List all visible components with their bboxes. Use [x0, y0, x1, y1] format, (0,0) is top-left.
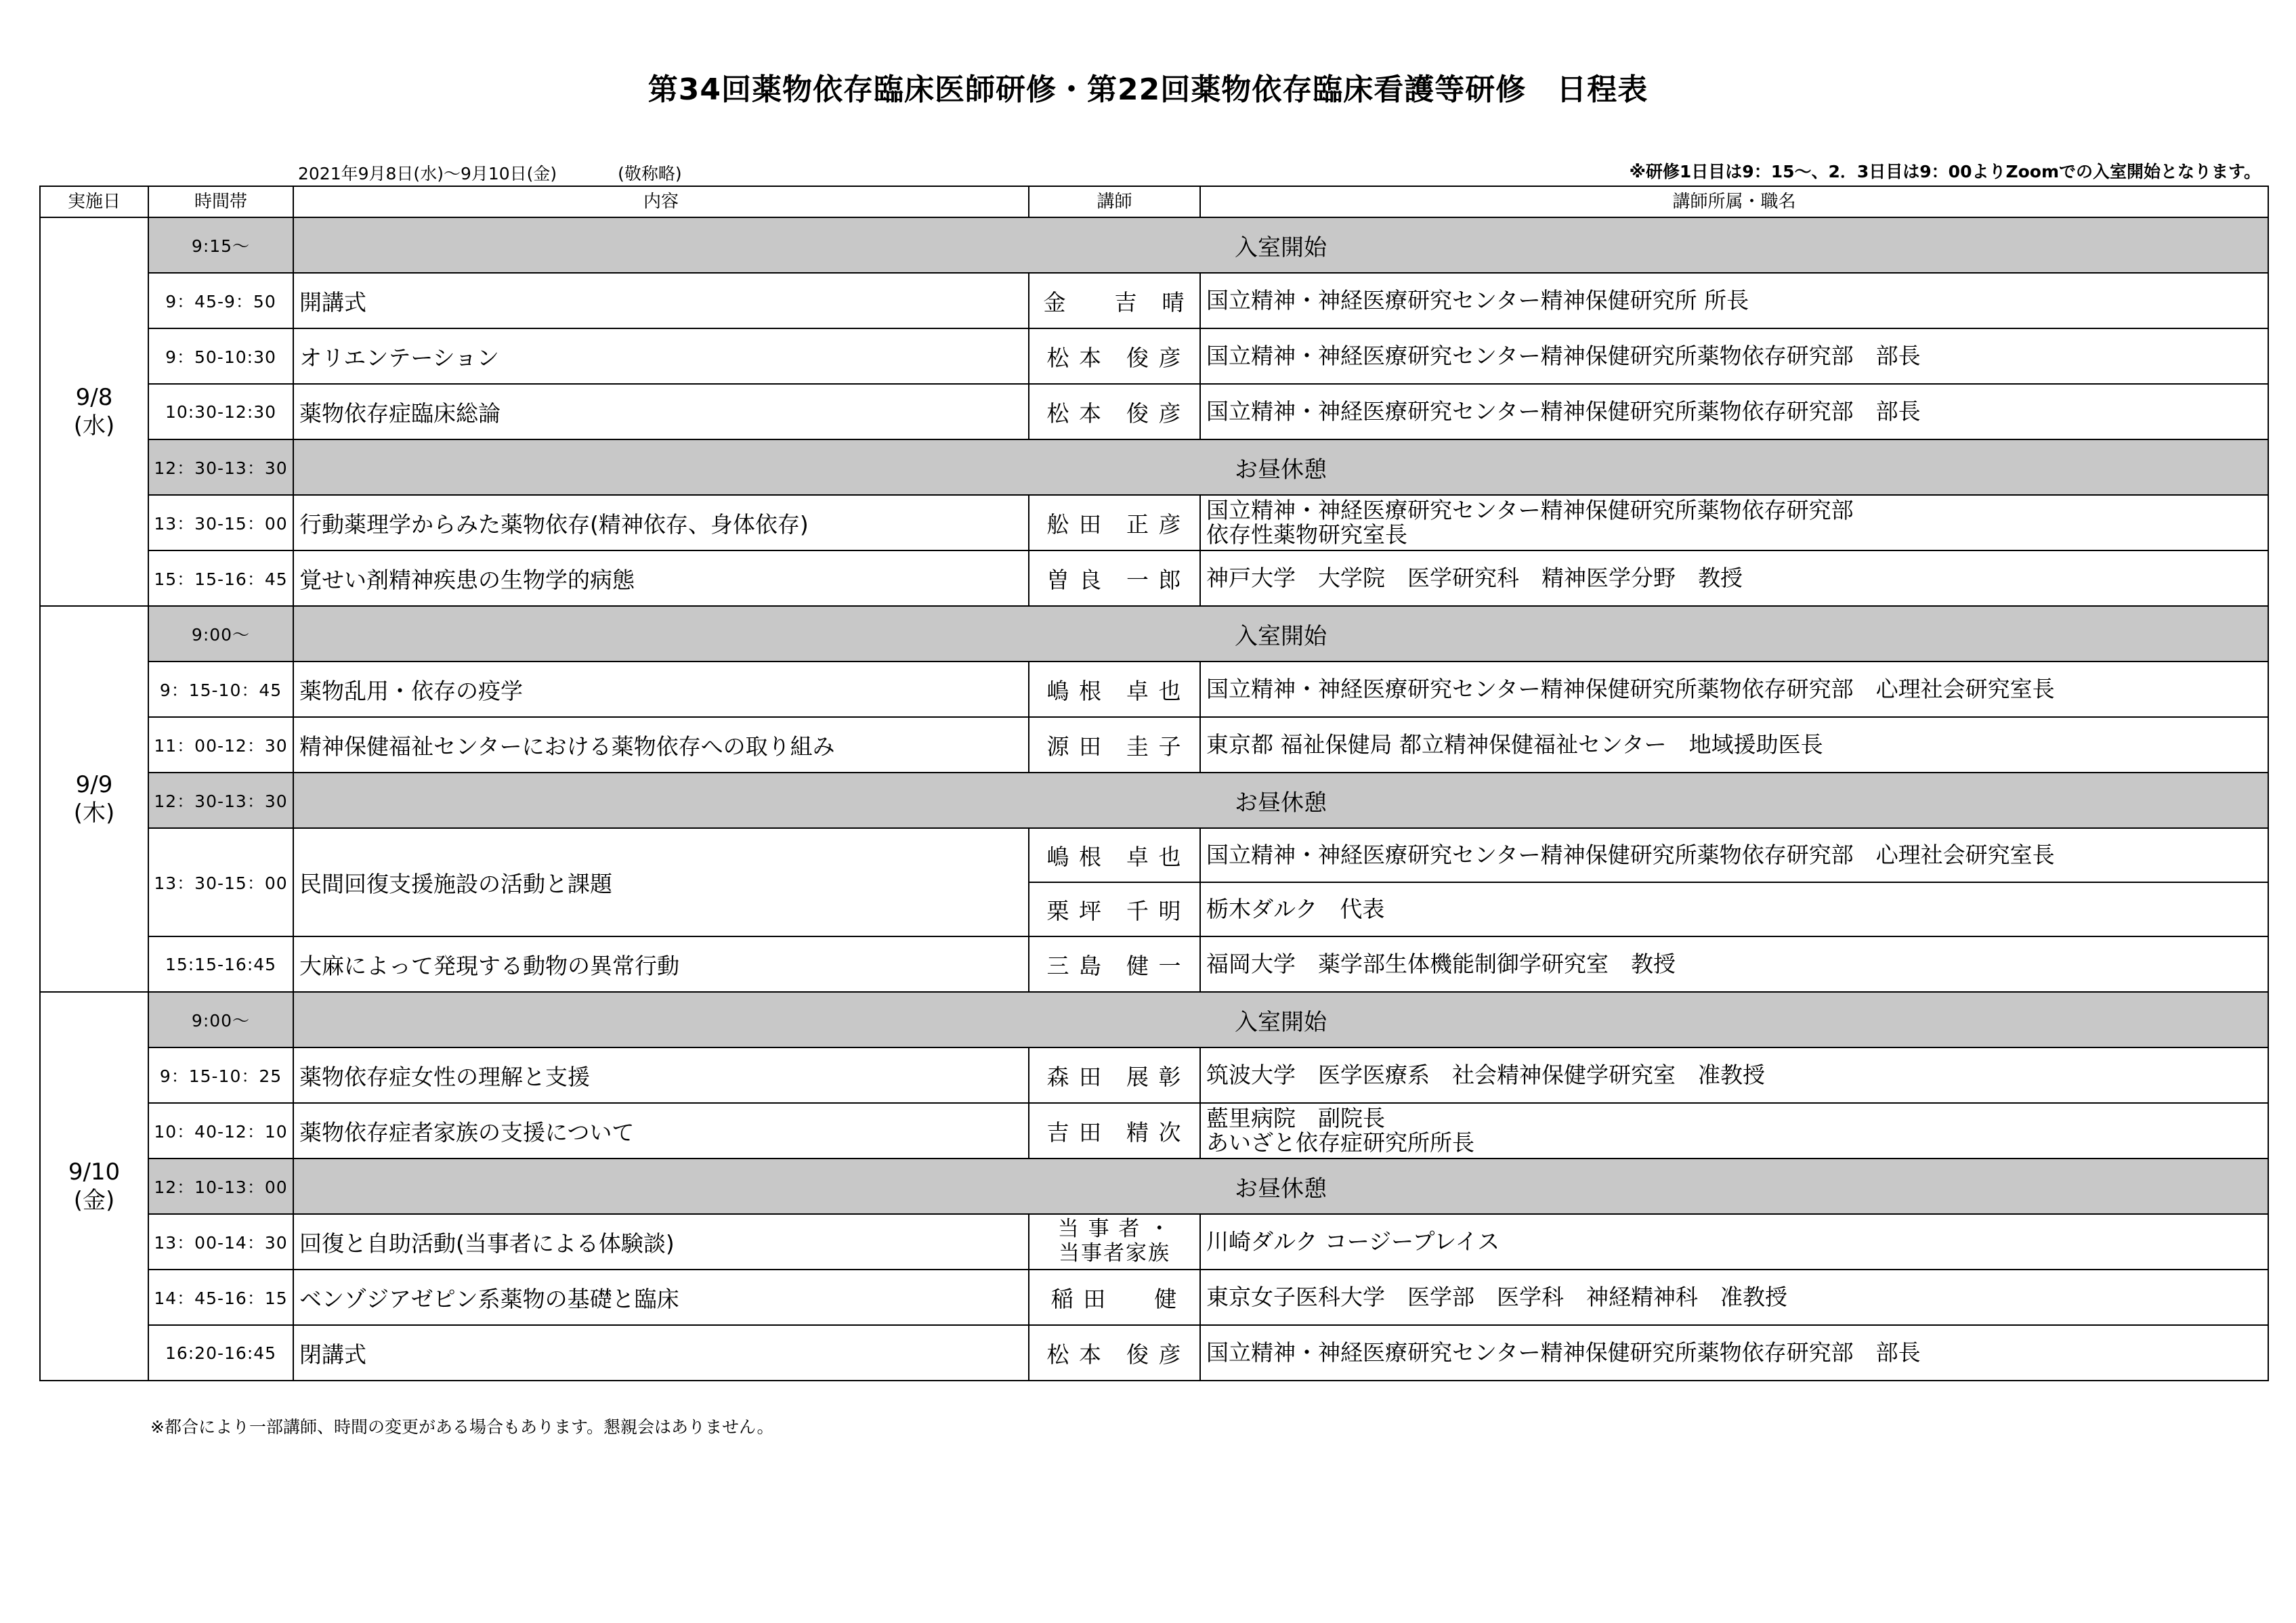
lecturer-cell: 森 田 展 彰: [1029, 1047, 1200, 1103]
lecturer-line: 当事者家族: [1059, 1241, 1170, 1265]
time-cell: 16:20-16:45: [148, 1325, 293, 1381]
lecturer-cell: 栗 坪 千 明: [1029, 882, 1200, 936]
time-cell: 15:15-16:45: [148, 936, 293, 992]
time-cell: 9：45-9：50: [148, 273, 293, 328]
header-row: [40, 186, 2268, 217]
time-cell: 9：50-10:30: [148, 328, 293, 384]
day-date: 9/9: [75, 771, 113, 798]
affiliation-cell: 川崎ダルク コージープレイス: [1200, 1214, 2268, 1270]
table-row: [40, 1103, 2268, 1159]
table-row: [40, 662, 2268, 717]
affiliation-cell: 神戸大学 大学院 医学研究科 精神医学分野 教授: [1200, 550, 2268, 606]
content-cell: 薬物依存症者家族の支援について: [293, 1103, 1029, 1159]
lecturer-cell: 曽 良 一 郎: [1029, 550, 1200, 606]
content-cell: 行動薬理学からみた薬物依存(精神依存、身体依存): [293, 495, 1029, 550]
entry-start-label: 入室開始: [293, 217, 2268, 273]
affiliation-cell: 東京都 福祉保健局 都立精神保健福祉センター 地域援助医長: [1200, 717, 2268, 773]
table-row: [40, 1270, 2268, 1325]
day-date: 9/8: [75, 383, 113, 411]
day-cell: [40, 606, 148, 992]
time-cell: 11：00-12：30: [148, 717, 293, 773]
schedule-table: [39, 186, 2269, 1381]
table-row: [40, 550, 2268, 606]
honorific-note: (敬称略): [618, 164, 682, 183]
table-row: [40, 717, 2268, 773]
affiliation-line: 藍里病院 副院長: [1206, 1104, 1385, 1131]
time-cell: 9：15-10：45: [148, 662, 293, 717]
table-row: [40, 273, 2268, 328]
table-row: [40, 439, 2268, 495]
content-cell: 開講式: [293, 273, 1029, 328]
table-row: [40, 606, 2268, 662]
time-cell: 14：45-16：15: [148, 1270, 293, 1325]
day-date: 9/10: [68, 1158, 121, 1186]
table-row: [40, 936, 2268, 992]
content-cell: ベンゾジアゼピン系薬物の基礎と臨床: [293, 1270, 1029, 1325]
date-range-line: [298, 160, 682, 185]
time-cell: 13：30-15：00: [148, 828, 293, 936]
time-cell: 15：15-16：45: [148, 550, 293, 606]
day-cell: [40, 217, 148, 606]
time-cell: 9:15～: [148, 217, 293, 273]
day-weekday: (水): [73, 412, 115, 439]
lunch-break-label: お昼休憩: [293, 1159, 2268, 1214]
footnote: ※都合により一部講師、時間の変更がある場合もあります。懇親会はありません。: [150, 1417, 774, 1437]
table-row: [40, 217, 2268, 273]
table-row: [40, 992, 2268, 1047]
lecturer-cell: 金 吉 晴: [1029, 273, 1200, 328]
time-cell: 9:00～: [148, 606, 293, 662]
table-row: [40, 328, 2268, 384]
page-title: 第34回薬物依存臨床医師研修・第22回薬物依存臨床看護等研修 日程表: [647, 72, 1649, 107]
time-cell: 13：30-15：00: [148, 495, 293, 550]
date-range: 2021年9月8日(水)～9月10日(金): [298, 164, 557, 183]
table-row: [40, 384, 2268, 439]
header-lecturer: 講師: [1029, 186, 1200, 217]
time-cell: 10:30-12:30: [148, 384, 293, 439]
time-cell: 13：00-14：30: [148, 1214, 293, 1270]
time-cell: 9:00～: [148, 992, 293, 1047]
day-weekday: (金): [73, 1187, 115, 1214]
table-row: [40, 828, 2268, 882]
affiliation-cell: 国立精神・神経医療研究センター精神保健研究所薬物依存研究部 心理社会研究室長: [1200, 662, 2268, 717]
lecturer-cell: [1029, 1214, 1200, 1270]
table-row: [40, 1214, 2268, 1270]
content-cell: 精神保健福祉センターにおける薬物依存への取り組み: [293, 717, 1029, 773]
lecturer-cell: 嶋 根 卓 也: [1029, 662, 1200, 717]
affiliation-cell: [1200, 1103, 2268, 1159]
table-row: [40, 1047, 2268, 1103]
time-cell: 9：15-10：25: [148, 1047, 293, 1103]
content-cell: 大麻によって発現する動物の異常行動: [293, 936, 1029, 992]
affiliation-line: 依存性薬物研究室長: [1206, 521, 1407, 548]
content-cell: 薬物乱用・依存の疫学: [293, 662, 1029, 717]
content-cell: オリエンテーション: [293, 328, 1029, 384]
content-cell: 民間回復支援施設の活動と課題: [293, 828, 1029, 936]
lecturer-cell: 松 本 俊 彦: [1029, 1325, 1200, 1381]
lecturer-line: 当 事 者 ・: [1057, 1217, 1172, 1242]
affiliation-cell: 国立精神・神経医療研究センター精神保健研究所薬物依存研究部 部長: [1200, 1325, 2268, 1381]
day-weekday: (木): [73, 800, 115, 827]
affiliation-cell: 筑波大学 医学医療系 社会精神保健学研究室 准教授: [1200, 1047, 2268, 1103]
table-row: [40, 1159, 2268, 1214]
content-cell: 覚せい剤精神疾患の生物学的病態: [293, 550, 1029, 606]
affiliation-cell: 福岡大学 薬学部生体機能制御学研究室 教授: [1200, 936, 2268, 992]
table-row: [40, 1325, 2268, 1381]
zoom-note: ※研修1日目は9：15～、2．3日目は9：00よりZoomでの入室開始となります。: [1629, 162, 2261, 181]
header-time: 時間帯: [148, 186, 293, 217]
header-day: 実施日: [40, 186, 148, 217]
affiliation-line: 国立精神・神経医療研究センター精神保健研究所薬物依存研究部: [1206, 496, 1854, 523]
lecturer-cell: 舩 田 正 彦: [1029, 495, 1200, 550]
lecturer-cell: 稲 田 健: [1029, 1270, 1200, 1325]
day-cell: [40, 992, 148, 1381]
lunch-break-label: お昼休憩: [293, 773, 2268, 828]
lecturer-cell: 松 本 俊 彦: [1029, 384, 1200, 439]
table-row: [40, 773, 2268, 828]
time-cell: 12：30-13：30: [148, 439, 293, 495]
time-cell: 10：40-12：10: [148, 1103, 293, 1159]
content-cell: 閉講式: [293, 1325, 1029, 1381]
time-cell: 12：30-13：30: [148, 773, 293, 828]
lecturer-cell: 嶋 根 卓 也: [1029, 828, 1200, 882]
affiliation-cell: 国立精神・神経医療研究センター精神保健研究所薬物依存研究部 心理社会研究室長: [1200, 828, 2268, 882]
affiliation-cell: 栃木ダルク 代表: [1200, 882, 2268, 936]
header-affiliation: 講師所属・職名: [1200, 186, 2268, 217]
time-cell: 12：10-13：00: [148, 1159, 293, 1214]
entry-start-label: 入室開始: [293, 992, 2268, 1047]
lecturer-cell: 三 島 健 一: [1029, 936, 1200, 992]
lunch-break-label: お昼休憩: [293, 439, 2268, 495]
content-cell: 薬物依存症女性の理解と支援: [293, 1047, 1029, 1103]
lecturer-cell: 源 田 圭 子: [1029, 717, 1200, 773]
affiliation-cell: [1200, 495, 2268, 550]
entry-start-label: 入室開始: [293, 606, 2268, 662]
content-cell: 回復と自助活動(当事者による体験談): [293, 1214, 1029, 1270]
affiliation-cell: 国立精神・神経医療研究センター精神保健研究所 所長: [1200, 273, 2268, 328]
table-row: [40, 495, 2268, 550]
affiliation-cell: 国立精神・神経医療研究センター精神保健研究所薬物依存研究部 部長: [1200, 328, 2268, 384]
content-cell: 薬物依存症臨床総論: [293, 384, 1029, 439]
lecturer-cell: 吉 田 精 次: [1029, 1103, 1200, 1159]
affiliation-cell: 東京女子医科大学 医学部 医学科 神経精神科 准教授: [1200, 1270, 2268, 1325]
header-content: 内容: [293, 186, 1029, 217]
affiliation-line: あいざと依存症研究所所長: [1206, 1129, 1474, 1156]
affiliation-cell: 国立精神・神経医療研究センター精神保健研究所薬物依存研究部 部長: [1200, 384, 2268, 439]
lecturer-cell: 松 本 俊 彦: [1029, 328, 1200, 384]
